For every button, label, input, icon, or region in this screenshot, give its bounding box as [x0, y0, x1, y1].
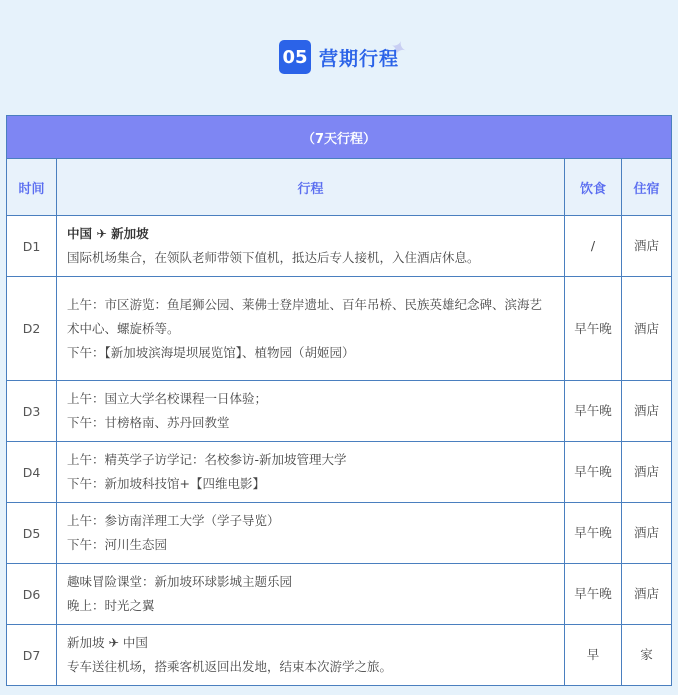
- table-row: [7, 564, 672, 625]
- itinerary-cell: [57, 277, 565, 381]
- table-row: [7, 216, 672, 277]
- day-cell: D6: [7, 564, 57, 625]
- itinerary-cell: [57, 503, 565, 564]
- day-cell: D5: [7, 503, 57, 564]
- stay-cell: 家: [622, 625, 672, 686]
- col-header-meals: 饮食: [565, 159, 622, 216]
- meals-cell: 早午晚: [565, 381, 622, 442]
- itinerary-line: 上午：国立大学名校课程一日体验；: [67, 391, 268, 406]
- itinerary-line: 专车送往机场，搭乘客机返回出发地，结束本次游学之旅。: [67, 659, 393, 674]
- itinerary-cell: [57, 216, 565, 277]
- itinerary-line: 晚上：时光之翼: [67, 598, 155, 613]
- stay-cell: 酒店: [622, 564, 672, 625]
- table-banner: （7天行程）: [7, 116, 672, 159]
- itinerary-cell: [57, 442, 565, 503]
- itinerary-cell: [57, 564, 565, 625]
- day-cell: D2: [7, 277, 57, 381]
- day-cell: D4: [7, 442, 57, 503]
- meals-cell: 早午晚: [565, 277, 622, 381]
- table-row: [7, 277, 672, 381]
- sparkle-icon: ✦: [386, 33, 411, 63]
- day-cell: D3: [7, 381, 57, 442]
- itinerary-line: 上午：市区游览：鱼尾狮公园、莱佛士登岸遗址、百年吊桥、民族英雄纪念碑、滨海艺术中心、螺旋桥等。: [67, 296, 543, 336]
- meals-cell: /: [565, 216, 622, 277]
- meals-cell: 早午晚: [565, 503, 622, 564]
- section-header: [0, 0, 678, 115]
- itinerary-line: 下午：【新加坡滨海堤坝展览馆】、植物园（胡姬园）: [67, 344, 355, 360]
- itinerary-line: 中国 ✈ 新加坡: [67, 226, 149, 241]
- itinerary-line: 下午：甘榜格南、苏丹回教堂: [67, 415, 230, 430]
- day-cell: D1: [7, 216, 57, 277]
- itinerary-cell: [57, 625, 565, 686]
- meals-cell: 早: [565, 625, 622, 686]
- table-row: [7, 503, 672, 564]
- itinerary-line: 下午：新加坡科技馆+【四维电影】: [67, 476, 265, 491]
- section-number-badge: 05: [279, 40, 311, 74]
- section-title: [0, 40, 678, 74]
- table-row: [7, 381, 672, 442]
- day-cell: D7: [7, 625, 57, 686]
- stay-cell: 酒店: [622, 381, 672, 442]
- meals-cell: 早午晚: [565, 564, 622, 625]
- col-header-stay: 住宿: [622, 159, 672, 216]
- itinerary-line: 上午：参访南洋理工大学（学子导览）: [67, 513, 280, 528]
- table-row: [7, 625, 672, 686]
- col-header-itinerary: 行程: [57, 159, 565, 216]
- stay-cell: 酒店: [622, 503, 672, 564]
- itinerary-line: 上午：精英学子访学记：名校参访-新加坡管理大学: [67, 452, 347, 467]
- itinerary-cell: [57, 381, 565, 442]
- stay-cell: 酒店: [622, 442, 672, 503]
- meals-cell: 早午晚: [565, 442, 622, 503]
- section-title-text: 营期行程: [318, 47, 399, 70]
- stay-cell: 酒店: [622, 216, 672, 277]
- col-header-time: 时间: [7, 159, 57, 216]
- itinerary-line: 国际机场集合，在领队老师带领下值机，抵达后专人接机，入住酒店休息。: [67, 250, 480, 265]
- itinerary-table: [6, 115, 672, 686]
- itinerary-line: 趣味冒险课堂：新加坡环球影城主题乐园: [67, 574, 293, 589]
- itinerary-line: 新加坡 ✈ 中国: [67, 635, 148, 650]
- table-row: [7, 442, 672, 503]
- stay-cell: 酒店: [622, 277, 672, 381]
- itinerary-line: 下午：河川生态园: [67, 537, 168, 552]
